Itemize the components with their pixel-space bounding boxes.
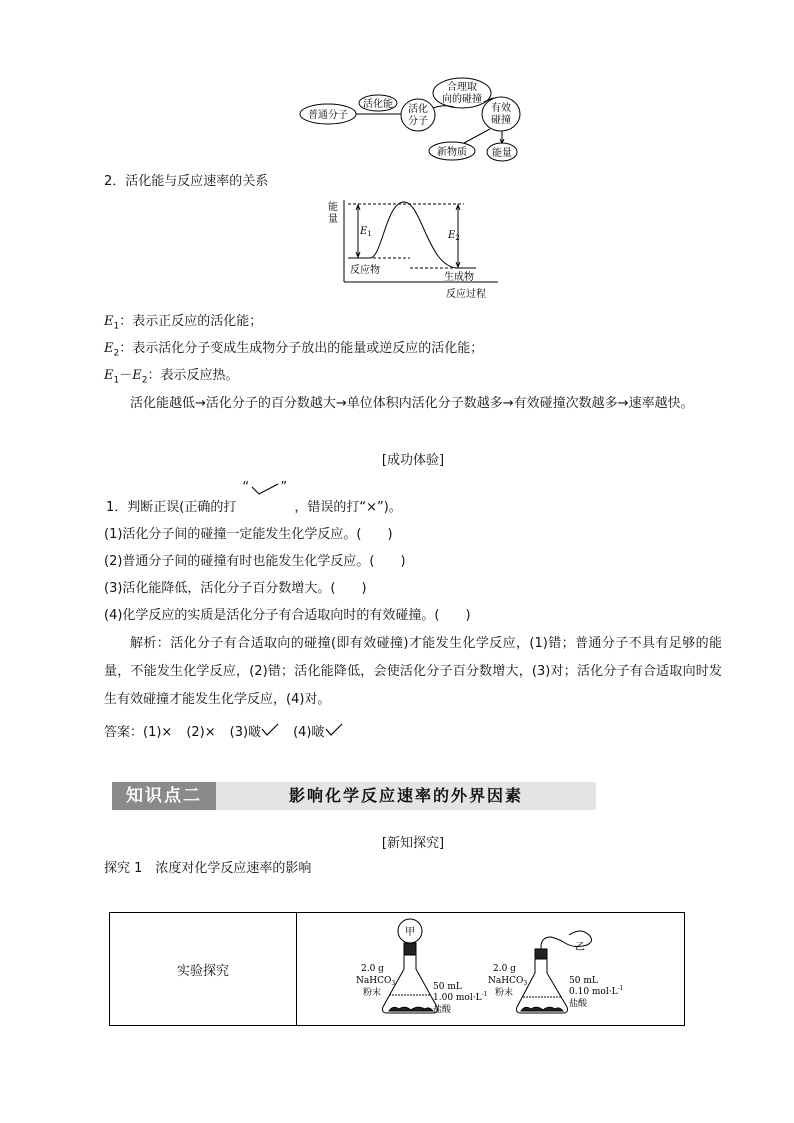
flask-a-solid-formula: NaHCO$_3$ <box>356 976 396 987</box>
flask-b-liquid-conc: 0.10 $mol\cdot L^{-1}$ <box>569 985 624 997</box>
flow-label: 有效 <box>491 103 511 114</box>
question-item-2: (2)普通分子间的碰撞有时也能发生化学反应。( ) <box>104 554 406 569</box>
e2-label: $E_2$ <box>448 230 460 242</box>
e1-label: $E_1$ <box>360 226 372 238</box>
check-mark-icon <box>325 723 343 737</box>
flask-b-solid-formula: NaHCO$_3$ <box>488 976 528 987</box>
definition-e2: $E_2$：表示活化分子变成生成物分子放出的能量或逆反应的活化能； <box>104 341 484 359</box>
flow-label: 活化 <box>408 104 428 115</box>
success-experience-header: [成功体验] <box>381 453 445 468</box>
definition-e1-minus-e2: $E_1-E_2$：表示反应热。 <box>104 368 239 386</box>
energy-profile-diagram <box>326 196 506 304</box>
reactant-label: 反应物 <box>350 265 380 276</box>
knowledge-point-banner <box>112 782 596 810</box>
balloon-a-label: 甲 <box>405 927 415 938</box>
flask-a-liquid-conc: 1.00 $mol\cdot L^{-1}$ <box>433 991 488 1003</box>
experiment-figure-cell <box>297 913 685 1026</box>
question-item-3: (3)活化能降低，活化分子百分数增大。( ) <box>104 581 367 596</box>
knowledge-point-tag: 知识点二 <box>112 782 216 810</box>
flow-label: 碰撞 <box>491 115 511 126</box>
experiment-label-cell: 实验探究 <box>110 913 297 1026</box>
section-2-title: 2．活化能与反应速率的关系 <box>104 174 269 189</box>
answer-line: 答案：(1)× (2)× (3)啵 (4)啵 <box>104 723 343 743</box>
explore-1-title: 探究 1 浓度对化学反应速率的影响 <box>104 861 312 876</box>
quote-close: ” <box>280 480 288 495</box>
product-label: 生成物 <box>444 272 474 283</box>
experiment-table <box>109 912 685 1026</box>
flow-label: 普通分子 <box>308 110 348 121</box>
flask-b-solid-form: 粉末 <box>495 988 514 998</box>
flow-label: 向的碰撞 <box>442 94 482 105</box>
flow-label: 新物质 <box>437 147 467 158</box>
activation-energy-chain: 活化能越低→活化分子的百分数越大→单位体积内活化分子数越多→有效碰撞次数越多→速率越快。 <box>130 396 694 411</box>
flow-label: 能量 <box>492 148 512 159</box>
energy-axis-label-2: 量 <box>328 214 338 225</box>
question-1-prompt: 1．判断正误(正确的打 “ ” ，错误的打“×”)。 <box>106 480 402 515</box>
flask-apparatus-figure <box>297 913 683 1025</box>
flask-a-solid-amount: 2.0 g <box>361 964 384 974</box>
check-mark-icon <box>250 482 280 496</box>
flask-a-liquid-name: 盐酸 <box>433 1005 452 1015</box>
check-mark-icon <box>261 723 279 737</box>
flask-a-liquid-volume: 50 mL <box>433 982 462 992</box>
question-item-1: (1)活化分子间的碰撞一定能发生化学反应。( ) <box>104 527 393 542</box>
reaction-process-label: 反应过程 <box>446 289 486 300</box>
definition-e1: $E_1$：表示正反应的活化能； <box>104 314 263 332</box>
flask-b-liquid-name: 盐酸 <box>569 999 588 1009</box>
flask-b-liquid-volume: 50 mL <box>569 976 598 986</box>
new-knowledge-header: [新知探究] <box>381 836 445 851</box>
analysis-paragraph: 解析：活化分子有合适取向的碰撞(即有效碰撞)才能发生化学反应，(1)错；普通分子不具有足够的能量，不能发生化学反应，(2)错；活化能降低，会使活化分子百分数增大，(3)对；活化分子有合适取向时发生有效碰撞才能发生化学反应，(4)对。 <box>104 636 722 707</box>
flask-b-solid-amount: 2.0 g <box>493 964 516 974</box>
flow-label: 分子 <box>408 116 428 127</box>
question-item-4: (4)化学反应的实质是活化分子有合适取向时的有效碰撞。( ) <box>104 608 471 623</box>
activation-flow-diagram <box>296 74 526 164</box>
balloon-b-label: 乙 <box>575 942 585 953</box>
energy-axis-label-1: 能 <box>328 202 338 213</box>
flask-a-solid-form: 粉末 <box>363 988 382 998</box>
knowledge-point-title: 影响化学反应速率的外界因素 <box>288 786 523 805</box>
quote-open: “ <box>242 480 250 495</box>
flow-label: 活化能 <box>363 99 393 110</box>
flow-label: 合理取 <box>447 82 477 93</box>
